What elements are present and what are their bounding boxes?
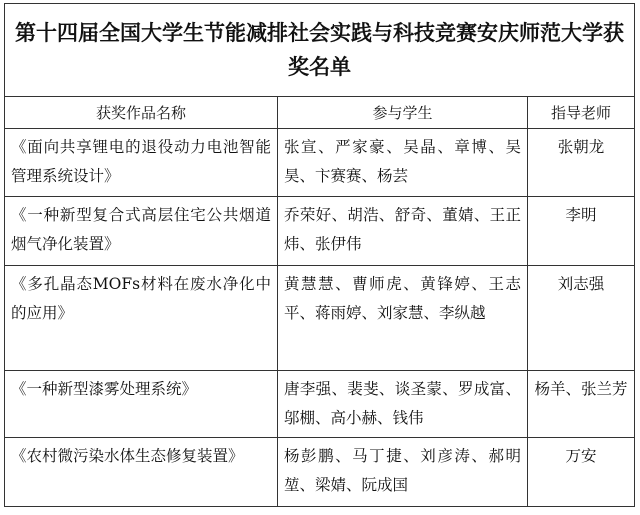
title-row: [5, 4, 635, 97]
work-cell: 《一种新型漆雾处理系统》: [5, 371, 278, 438]
table-row: [5, 371, 635, 438]
column-header-work: 获奖作品名称: [5, 97, 278, 129]
teacher-cell: 张朝龙: [528, 129, 635, 197]
table-row: [5, 197, 635, 266]
column-header-students: 参与学生: [278, 97, 528, 129]
teacher-cell: 万安: [528, 438, 635, 507]
award-table: [4, 3, 635, 507]
table-row: [5, 129, 635, 197]
header-row: [5, 97, 635, 129]
students-cell: 乔荣好、胡浩、舒奇、董婧、王正炜、张伊伟: [278, 197, 528, 266]
teacher-cell: 李明: [528, 197, 635, 266]
work-cell: 《一种新型复合式高层住宅公共烟道烟气净化装置》: [5, 197, 278, 266]
students-cell: 黄慧慧、曹师虎、黄锋婷、王志平、蒋雨婷、刘家慧、李纵越: [278, 266, 528, 371]
column-header-teacher: 指导老师: [528, 97, 635, 129]
students-cell: 唐李强、裴斐、谈圣蒙、罗成富、邬棚、高小赫、钱伟: [278, 371, 528, 438]
teacher-cell: 刘志强: [528, 266, 635, 371]
table-title: 第十四届全国大学生节能减排社会实践与科技竞赛安庆师范大学获奖名单: [5, 4, 635, 97]
table-row: [5, 266, 635, 371]
work-cell: 《面向共享锂电的退役动力电池智能管理系统设计》: [5, 129, 278, 197]
teacher-cell: 杨羊、张兰芳: [528, 371, 635, 438]
table-row: [5, 438, 635, 507]
students-cell: 张宣、严家豪、吴晶、章博、吴昊、卞赛赛、杨芸: [278, 129, 528, 197]
work-cell: 《农村微污染水体生态修复装置》: [5, 438, 278, 507]
work-cell: 《多孔晶态MOFs材料在废水净化中的应用》: [5, 266, 278, 371]
students-cell: 杨彭鹏、马丁捷、刘彦涛、郝明堃、梁婧、阮成国: [278, 438, 528, 507]
